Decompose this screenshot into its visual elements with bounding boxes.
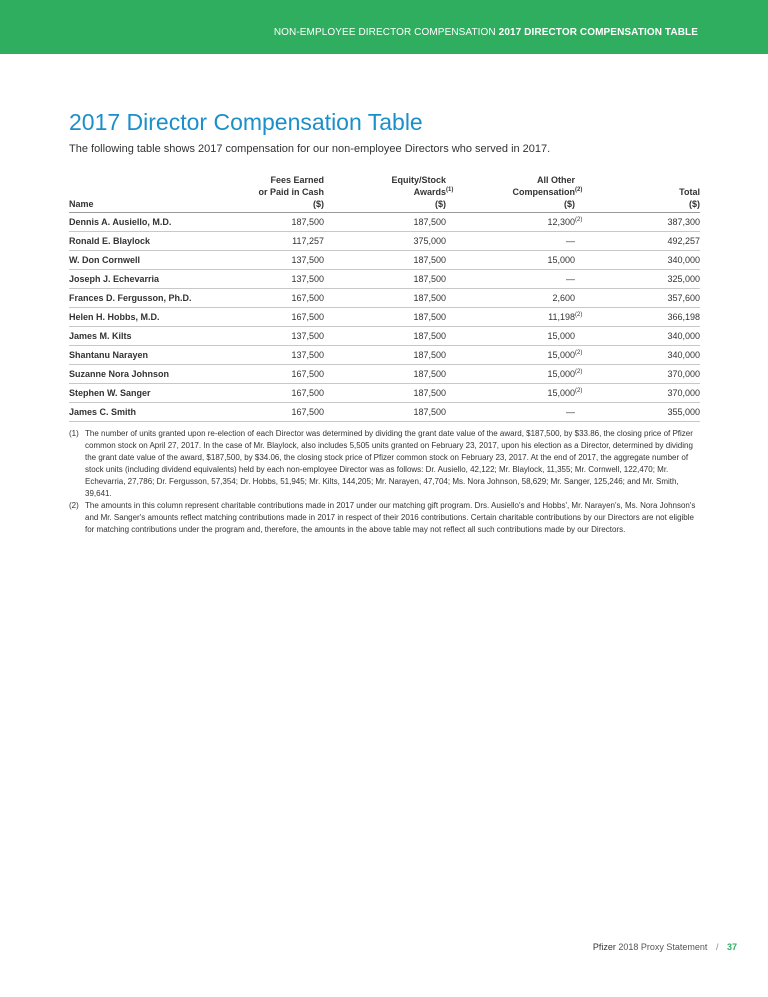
- cell-total: 340,000: [575, 346, 700, 365]
- section-header-bar: [0, 0, 768, 54]
- page-number: 37: [726, 942, 737, 952]
- footer-doc-title: 2018 Proxy Statement: [618, 942, 708, 952]
- cell-name: W. Don Cornwell: [69, 251, 244, 270]
- cell-fees: 167,500: [244, 289, 324, 308]
- cell-equity: 187,500: [324, 289, 446, 308]
- cell-fees: 137,500: [244, 270, 324, 289]
- cell-name: Frances D. Fergusson, Ph.D.: [69, 289, 244, 308]
- cell-other: —: [446, 270, 575, 289]
- cell-fees: 167,500: [244, 365, 324, 384]
- footnote-2: [69, 500, 700, 536]
- header-subsection: 2017 DIRECTOR COMPENSATION TABLE: [498, 27, 698, 38]
- cell-total: 340,000: [575, 327, 700, 346]
- cell-name: Suzanne Nora Johnson: [69, 365, 244, 384]
- cell-fees: 117,257: [244, 232, 324, 251]
- footnotes: [69, 428, 700, 536]
- cell-other: 15,000: [446, 251, 575, 270]
- cell-name: Shantanu Narayen: [69, 346, 244, 365]
- page-footer: [593, 942, 737, 952]
- cell-fees: 187,500: [244, 213, 324, 232]
- cell-total: 492,257: [575, 232, 700, 251]
- cell-total: 387,300: [575, 213, 700, 232]
- cell-other: 15,000: [446, 327, 575, 346]
- cell-total: 370,000: [575, 365, 700, 384]
- table-row: [69, 232, 700, 251]
- cell-total: 325,000: [575, 270, 700, 289]
- cell-name: James C. Smith: [69, 403, 244, 422]
- footnote-text: The amounts in this column represent charitable contributions made in 2017 under our matching gift program. Drs. Ausiello's and Hobbs', Mr. Narayen's, Ms. Nora Johnson's and Mr. Sanger's amounts reflect matching contributions made in 2017 in respect of their 2016 contributions. Certain charitable contributions by our Directors are not eligible for matching contributions under the program and, therefore, the amounts in the above table may not reflect all such contributions made by our Directors.: [85, 501, 696, 534]
- cell-other: —: [446, 232, 575, 251]
- footer-separator: /: [715, 942, 719, 952]
- col-header-other: All Other Compensation$^{(2)}$ ($): [446, 174, 575, 213]
- cell-other: —: [446, 403, 575, 422]
- cell-name: Ronald E. Blaylock: [69, 232, 244, 251]
- table-row: [69, 403, 700, 422]
- cell-equity: 187,500: [324, 403, 446, 422]
- table-row: [69, 365, 700, 384]
- director-compensation-table: [69, 174, 700, 422]
- cell-total: 357,600: [575, 289, 700, 308]
- cell-equity: 187,500: [324, 308, 446, 327]
- table-row: [69, 289, 700, 308]
- cell-name: Joseph J. Echevarria: [69, 270, 244, 289]
- cell-fees: 167,500: [244, 308, 324, 327]
- cell-other: 15,000$^{(2)}$: [446, 384, 575, 403]
- cell-other: 11,198$^{(2)}$: [446, 308, 575, 327]
- footnote-mark: (2): [69, 501, 79, 510]
- table-row: [69, 251, 700, 270]
- table-row: [69, 308, 700, 327]
- page-title: 2017 Director Compensation Table: [69, 109, 423, 135]
- cell-equity: 187,500: [324, 346, 446, 365]
- cell-equity: 187,500: [324, 384, 446, 403]
- intro-text: The following table shows 2017 compensation for our non-employee Directors who served in 2017.: [69, 143, 551, 155]
- cell-name: Dennis A. Ausiello, M.D.: [69, 213, 244, 232]
- header-section: NON-EMPLOYEE DIRECTOR COMPENSATION: [273, 27, 496, 38]
- cell-other: 15,000$^{(2)}$: [446, 365, 575, 384]
- cell-name: Helen H. Hobbs, M.D.: [69, 308, 244, 327]
- col-header-name: Name: [69, 174, 244, 213]
- cell-equity: 187,500: [324, 251, 446, 270]
- table-row: [69, 213, 700, 232]
- col-header-equity: Equity/Stock Awards$^{(1)}$ ($): [324, 174, 446, 213]
- cell-fees: 137,500: [244, 251, 324, 270]
- cell-total: 355,000: [575, 403, 700, 422]
- cell-total: 366,198: [575, 308, 700, 327]
- footnote-1: [69, 428, 700, 500]
- cell-total: 340,000: [575, 251, 700, 270]
- footer-brand: Pfizer: [592, 942, 616, 952]
- cell-other: 15,000$^{(2)}$: [446, 346, 575, 365]
- cell-fees: 167,500: [244, 384, 324, 403]
- cell-equity: 187,500: [324, 327, 446, 346]
- cell-fees: 167,500: [244, 403, 324, 422]
- cell-name: Stephen W. Sanger: [69, 384, 244, 403]
- cell-total: 370,000: [575, 384, 700, 403]
- cell-other: 2,600: [446, 289, 575, 308]
- section-header-text: [274, 27, 698, 38]
- table-row: [69, 270, 700, 289]
- table-row: [69, 384, 700, 403]
- cell-other: 12,300$^{(2)}$: [446, 213, 575, 232]
- col-header-fees: Fees Earned or Paid in Cash ($): [244, 174, 324, 213]
- cell-fees: 137,500: [244, 346, 324, 365]
- col-header-total: Total ($): [575, 174, 700, 213]
- cell-equity: 187,500: [324, 365, 446, 384]
- cell-name: James M. Kilts: [69, 327, 244, 346]
- table-row: [69, 346, 700, 365]
- footnote-mark: (1): [69, 429, 79, 438]
- cell-fees: 137,500: [244, 327, 324, 346]
- cell-equity: 187,500: [324, 270, 446, 289]
- cell-equity: 375,000: [324, 232, 446, 251]
- cell-equity: 187,500: [324, 213, 446, 232]
- footnote-text: The number of units granted upon re-election of each Director was determined by dividing the grant date value of the award, $187,500, by $33.86, the closing price of Pfizer common stock on April 27, 2017. In the case of Mr. Blaylock, also includes 5,505 units granted on February 23, 2017, upon his election as a Director, determined by dividing the grant date value of the award, $187,500, by $34.06, the closing stock price of Pfizer common stock on February 23, 2017. At the end of 2017, the aggregate number of stock units (including dividend equivalents) held by each non-employee Director was as follows: Dr. Ausiello, 42,122; Mr. Blaylock, 11,355; Mr. Cornwell, 122,470; Mr. Echevarria, 27,786; Dr. Fergusson, 57,354; Dr. Hobbs, 51,945; Mr. Kilts, 144,205; Mr. Narayen, 47,704; Ms. Nora Johnson, 58,629; Mr. Sanger, 125,246; and Mr. Smith, 39,641.: [85, 429, 693, 498]
- table-row: [69, 327, 700, 346]
- table-header-row: [69, 174, 700, 213]
